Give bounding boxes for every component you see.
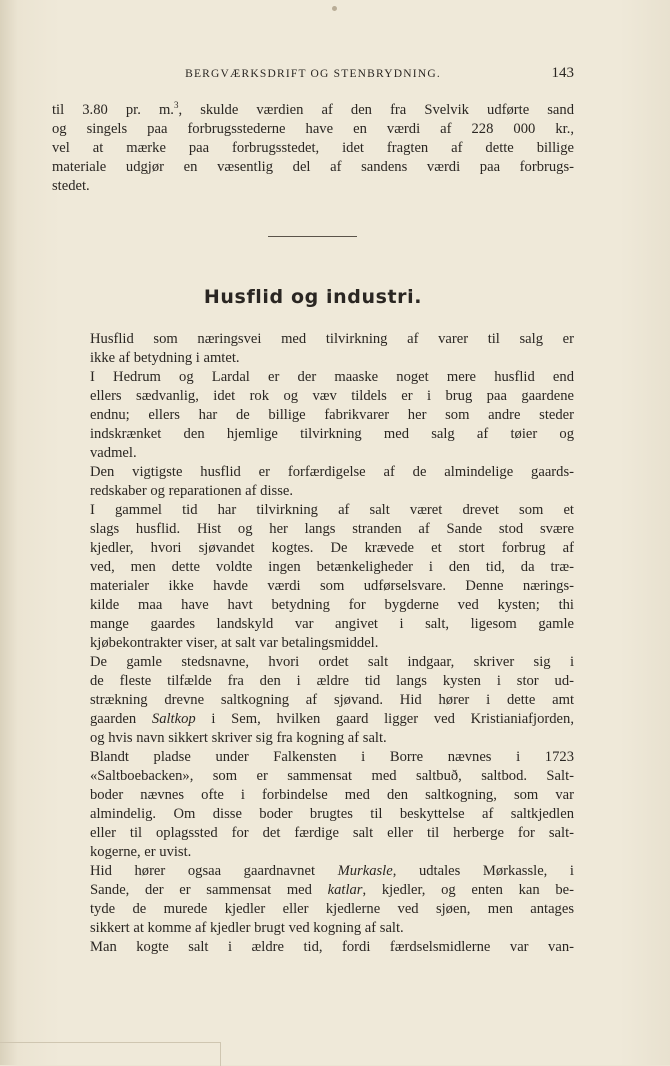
page-number: 143	[551, 65, 574, 81]
text-line	[52, 881, 574, 900]
text-line	[52, 710, 574, 729]
paragraph	[52, 501, 574, 653]
text-line	[52, 862, 574, 881]
text-line: vadmel.	[90, 445, 137, 461]
text-line: indskrænket den hjemlige tilvirkning med salg af tøier og	[90, 426, 574, 442]
paragraph	[52, 862, 574, 938]
text-line: Den vigtigste husflid er forfærdigelse af de almindelige gaards-	[90, 464, 574, 480]
text-line: endnu; ellers har de billige fabrikvarer her som andre steder	[90, 407, 574, 423]
place-name: Murkasle	[337, 863, 393, 879]
text-line: sikkert at komme af kjedler brugt ved kogning af salt.	[90, 920, 404, 936]
text-line: stedet.	[52, 178, 90, 194]
paragraph	[52, 748, 574, 862]
section-divider	[268, 236, 357, 237]
text-line: Man kogte salt i ældre tid, fordi færdselsmidlerne var van-	[90, 939, 574, 955]
text-line: mange gaardes landskyld var angivet i salt, ligesom gamle	[90, 616, 574, 632]
text-line: kjøbekontrakter viser, at salt var betalingsmiddel.	[90, 635, 379, 651]
text-line: Husflid som næringsvei med tilvirkning af varer til salg er	[90, 331, 574, 347]
section-body	[52, 330, 574, 957]
text-line	[52, 101, 574, 120]
text-line: strækning drevne saltkogning af sjøvand. Hid hører i dette amt	[90, 692, 574, 708]
text-line: kilde maa have havt betydning for bygderne ved kysten; thi	[90, 597, 574, 613]
text-line: materiale udgjør en væsentlig del af sandens værdi paa forbrugs-	[52, 159, 574, 175]
text-line: eller til oplagssted for det færdige salt eller til herberge for salt-	[90, 825, 574, 841]
paragraph	[52, 463, 574, 501]
old-norse-word: katlar	[327, 882, 363, 898]
paragraph	[52, 938, 574, 957]
text-line: og hvis navn sikkert skriver sig fra kogning af salt.	[90, 730, 387, 746]
text-line: vel at mærke paa forbrugsstedet, idet fragten af dette billige	[52, 140, 574, 156]
text-line: Blandt pladse under Falkensten i Borre nævnes i 1723	[90, 749, 574, 765]
print-speck	[332, 6, 337, 11]
text-line: ikke af betydning i amtet.	[90, 350, 240, 366]
text-run: til 3.80 pr. m.	[52, 102, 174, 118]
text-line: kogerne, er uvist.	[90, 844, 192, 860]
paragraph	[52, 330, 574, 368]
text-line: «Saltboebacken», som er sammensat med saltbuð, saltbod. Salt-	[90, 768, 574, 784]
text-line: boder nævnes ofte i forbindelse med den saltkogning, som var	[90, 787, 574, 803]
text-run: , skulde værdien af den fra Svelvik udførte sand	[178, 102, 575, 118]
text-line: tyde de murede kjedler eller kjedlerne ved sjøen, men antages	[90, 901, 574, 917]
footnote-ref: 3	[173, 100, 179, 110]
text-line: slags husflid. Hist og her langs stranden af Sande stod svære	[90, 521, 574, 537]
text-run: gaarden	[90, 711, 137, 727]
section-heading: Husflid og industri.	[203, 286, 423, 308]
paragraph	[52, 653, 574, 748]
text-run: , kjedler, og enten kan be-	[362, 882, 574, 898]
paragraph	[52, 368, 574, 463]
scan-edge-mark	[0, 1042, 221, 1066]
text-line: ellers sædvanlig, idet rok og væv tildels er i brug paa gaardene	[90, 388, 574, 404]
text-line: De gamle stedsnavne, hvori ordet salt indgaar, skriver sig i	[90, 654, 574, 670]
text-line: de fleste tilfælde fra den i ældre tid langs kysten i stor ud-	[90, 673, 574, 689]
text-run: Hid hører ogsaa gaardnavnet	[90, 863, 315, 879]
text-run: , udtales Mørkassle, i	[392, 863, 574, 879]
running-head	[52, 66, 574, 82]
text-line: I gammel tid har tilvirkning af salt været drevet som et	[90, 502, 574, 518]
text-line: kjedler, hvori sjøvandet kogtes. De krævede et stort forbrug af	[90, 540, 574, 556]
intro-paragraph	[52, 101, 574, 196]
place-name: Saltkop	[151, 711, 196, 727]
text-line: og singels paa forbrugsstederne have en værdi af 228 000 kr.,	[52, 121, 574, 137]
text-line: materialer ikke havde værdi som udførselsvare. Denne nærings-	[90, 578, 574, 594]
text-run: Sande, der er sammensat med	[90, 882, 312, 898]
text-line: I Hedrum og Lardal er der maaske noget mere husflid end	[90, 369, 574, 385]
text-line: ved, men dette voldte ingen betænkeligheder i den tid, da træ-	[90, 559, 574, 575]
text-line: redskaber og reparationen af disse.	[90, 483, 294, 499]
running-title: BERGVÆRKSDRIFT OG STENBRYDNING.	[185, 68, 441, 80]
text-run: i Sem, hvilken gaard ligger ved Kristianiafjorden,	[211, 711, 574, 727]
text-line: almindelig. Om disse boder brugtes til beskyttelse af saltkjedlen	[90, 806, 574, 822]
